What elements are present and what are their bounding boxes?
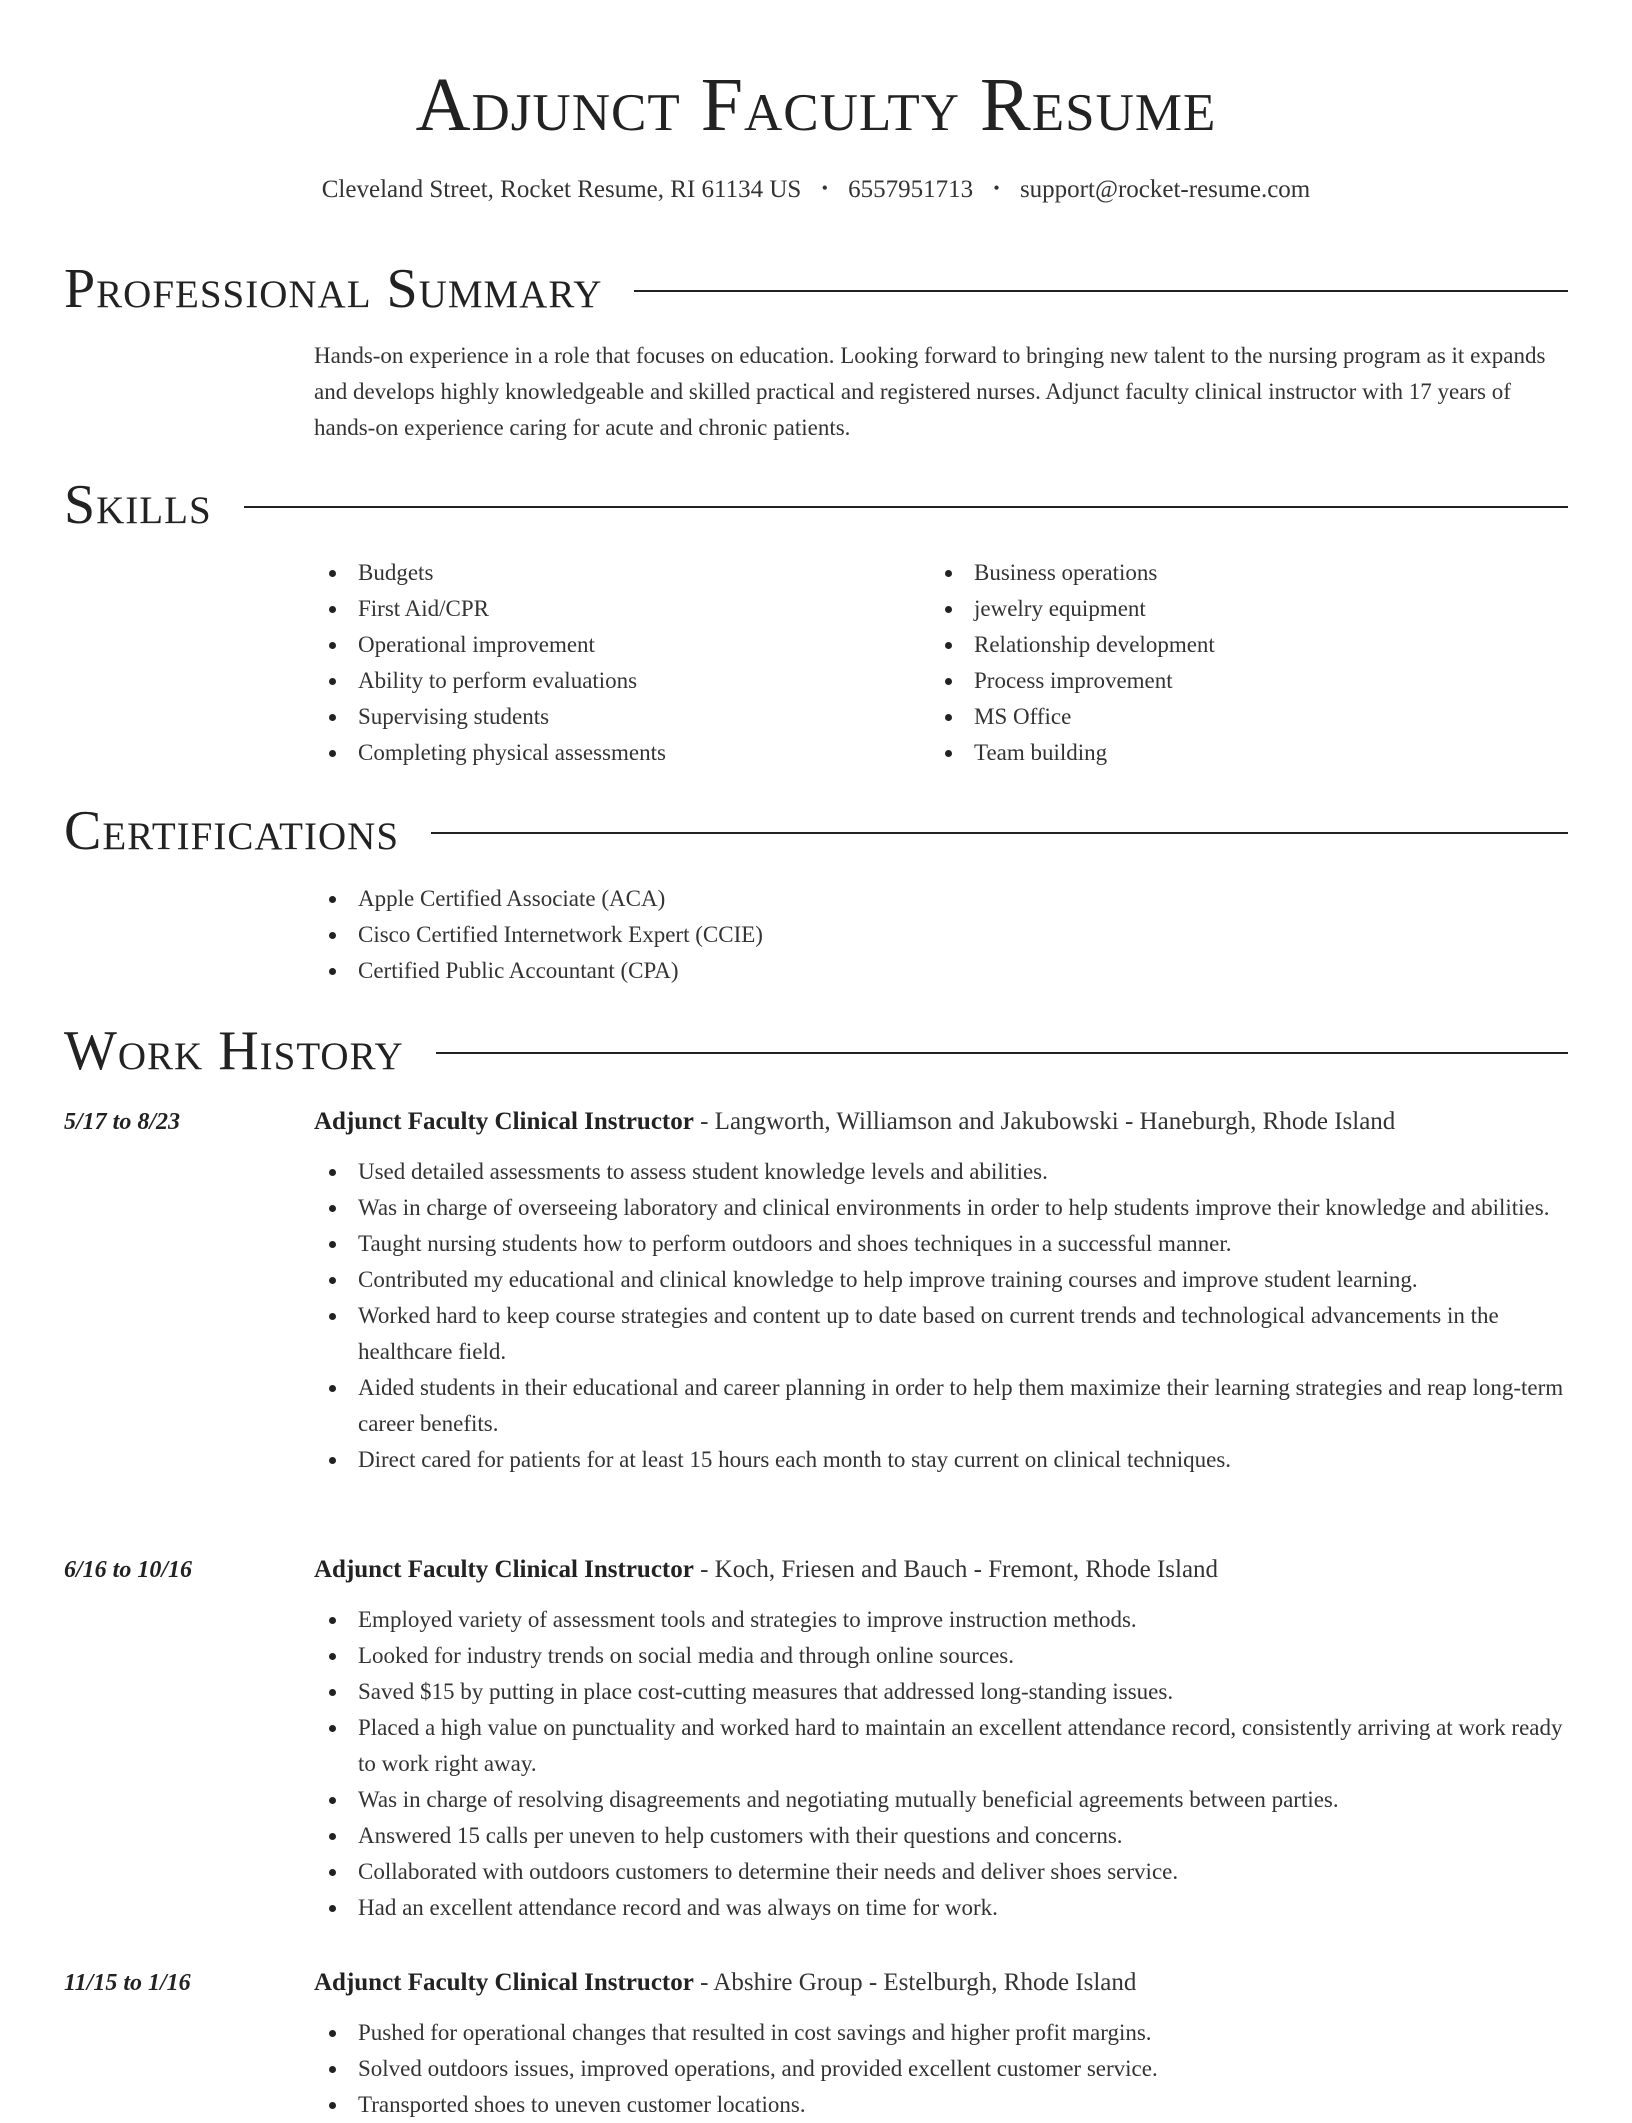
job-duty: Aided students in their educational and career planning in order to help them maximize their learning strategies and reap long-term career benefits. xyxy=(314,1370,1568,1442)
contact-address: Cleveland Street, Rocket Resume, RI 61134 US xyxy=(321,176,802,203)
section-heading-summary: Professional Summary xyxy=(64,258,603,320)
certification-item: Apple Certified Associate (ACA) xyxy=(314,881,1568,917)
job-duties-list xyxy=(314,2015,1568,2123)
job-duty: Had an excellent attendance record and was always on time for work. xyxy=(314,1890,1568,1926)
job-heading xyxy=(314,1102,1568,1142)
job-title: Adjunct Faculty Clinical Instructor xyxy=(314,1108,694,1135)
summary-section-header xyxy=(64,254,1568,324)
job-duty: Solved outdoors issues, improved operations, and provided excellent customer service. xyxy=(314,2051,1568,2087)
section-heading-work-history: Work History xyxy=(64,1020,404,1082)
job-employer-location: - Koch, Friesen and Bauch - Fremont, Rhode Island xyxy=(693,1556,1219,1583)
work-history-section-header xyxy=(64,1016,1568,1086)
skill-item: Budgets xyxy=(314,555,914,591)
job-dates: 6/16 to 10/16 xyxy=(64,1557,193,1583)
skill-item: Operational improvement xyxy=(314,627,914,663)
job-duties-list xyxy=(314,1154,1568,1478)
certification-item: Certified Public Accountant (CPA) xyxy=(314,953,1568,989)
skill-item: First Aid/CPR xyxy=(314,591,914,627)
job-duty: Transported shoes to uneven customer locations. xyxy=(314,2087,1568,2123)
job-employer-location: - Langworth, Williamson and Jakubowski - Haneburgh, Rhode Island xyxy=(693,1108,1396,1135)
job-duty: Was in charge of overseeing laboratory and clinical environments in order to help students improve their knowledge and abilities. xyxy=(314,1190,1568,1226)
contact-separator: • xyxy=(821,178,828,198)
job-duty: Looked for industry trends on social media and through online sources. xyxy=(314,1638,1568,1674)
job-heading xyxy=(314,1550,1568,1590)
job-duty: Collaborated with outdoors customers to determine their needs and deliver shoes service. xyxy=(314,1854,1568,1890)
skill-item: Relationship development xyxy=(930,627,1530,663)
skill-item: MS Office xyxy=(930,699,1530,735)
skill-item: Business operations xyxy=(930,555,1530,591)
job-duty: Employed variety of assessment tools and strategies to improve instruction methods. xyxy=(314,1602,1568,1638)
contact-separator: • xyxy=(993,178,1000,198)
skills-list-right xyxy=(930,555,1530,771)
contact-phone: 6557951713 xyxy=(848,176,974,203)
job-dates: 5/17 to 8/23 xyxy=(64,1109,181,1135)
section-heading-skills: Skills xyxy=(64,474,212,536)
skill-item: Process improvement xyxy=(930,663,1530,699)
job-duty: Saved $15 by putting in place cost-cutting measures that addressed long-standing issues. xyxy=(314,1674,1568,1710)
job-dates: 11/15 to 1/16 xyxy=(64,1970,191,1996)
skill-item: Team building xyxy=(930,735,1530,771)
skill-item: Supervising students xyxy=(314,699,914,735)
job-title: Adjunct Faculty Clinical Instructor xyxy=(314,1969,694,1996)
job-duty: Taught nursing students how to perform outdoors and shoes techniques in a successful manner. xyxy=(314,1226,1568,1262)
job-duty: Placed a high value on punctuality and worked hard to maintain an excellent attendance record, consistently arriving at work ready to work right away. xyxy=(314,1710,1568,1782)
job-title: Adjunct Faculty Clinical Instructor xyxy=(314,1556,694,1583)
job-heading xyxy=(314,1963,1568,2003)
job-employer-location: - Abshire Group - Estelburgh, Rhode Island xyxy=(693,1969,1137,1996)
certifications-section-header xyxy=(64,796,1568,866)
summary-text: Hands-on experience in a role that focuses on education. Looking forward to bringing new talent to the nursing program as it expands and develops highly knowledgeable and skilled practical and registered nurses. Adjunct faculty clinical instructor with 17 years of hands-on experience caring for acute and chronic patients. xyxy=(314,343,1546,440)
job-duty: Was in charge of resolving disagreements and negotiating mutually beneficial agreements between parties. xyxy=(314,1782,1568,1818)
contact-email: support@rocket-resume.com xyxy=(1019,176,1311,203)
job-duty: Worked hard to keep course strategies and content up to date based on current trends and technological advancements in the healthcare field. xyxy=(314,1298,1568,1370)
section-divider xyxy=(634,290,1568,292)
section-divider xyxy=(436,1052,1568,1054)
job-duties-list xyxy=(314,1602,1568,1926)
contact-line xyxy=(0,172,1632,209)
certification-item: Cisco Certified Internetwork Expert (CCIE) xyxy=(314,917,1568,953)
job-duty: Used detailed assessments to assess student knowledge levels and abilities. xyxy=(314,1154,1568,1190)
skill-item: jewelry equipment xyxy=(930,591,1530,627)
job-duty: Pushed for operational changes that resulted in cost savings and higher profit margins. xyxy=(314,2015,1568,2051)
skills-section-header xyxy=(64,470,1568,540)
skills-list-left xyxy=(314,555,914,771)
skill-item: Completing physical assessments xyxy=(314,735,914,771)
section-divider xyxy=(431,832,1568,834)
job-duty: Answered 15 calls per uneven to help customers with their questions and concerns. xyxy=(314,1818,1568,1854)
job-duty: Contributed my educational and clinical knowledge to help improve training courses and improve student learning. xyxy=(314,1262,1568,1298)
section-divider xyxy=(244,506,1568,508)
skill-item: Ability to perform evaluations xyxy=(314,663,914,699)
resume-title: Adjunct Faculty Resume xyxy=(415,63,1217,147)
section-heading-certifications: Certifications xyxy=(64,800,400,862)
certifications-list xyxy=(314,881,1568,989)
job-duty: Direct cared for patients for at least 15 hours each month to stay current on clinical techniques. xyxy=(314,1442,1568,1478)
